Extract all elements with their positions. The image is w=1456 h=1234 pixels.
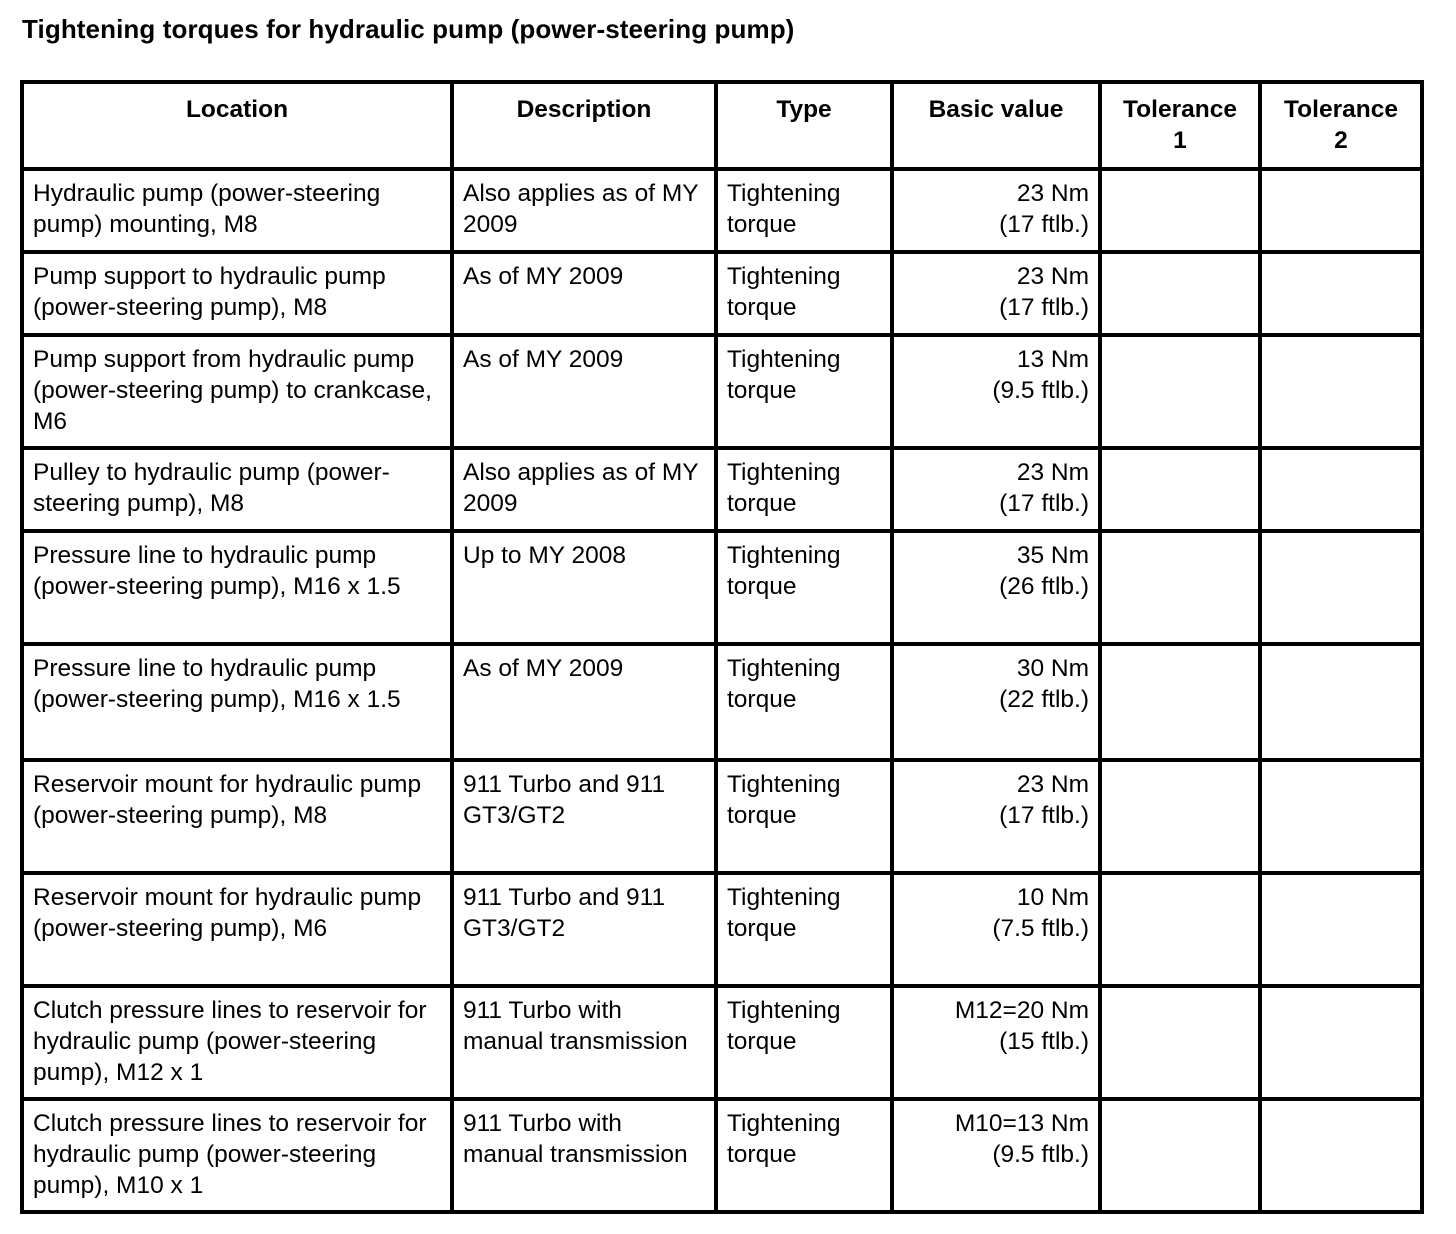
tolerance-2-cell [1260,644,1422,760]
tolerance-2-cell [1260,335,1422,448]
location-cell: Pulley to hydraulic pump (power-steering pump), M8 [22,448,452,531]
table-header-row [22,82,1422,169]
value-ftlb: (17 ftlb.) [999,211,1089,238]
table-row [22,760,1422,873]
basic-value-cell [892,335,1100,448]
basic-value-cell [892,1099,1100,1212]
tolerance-1-cell [1100,644,1260,760]
basic-value-cell [892,169,1100,252]
value-nm: 10 Nm [1016,884,1089,911]
type-cell: Tightening torque [716,169,892,252]
value-nm: M10=13 Nm [954,1110,1089,1137]
tolerance-1-cell [1100,252,1260,335]
description-cell: 911 Turbo and 911 GT3/GT2 [452,873,716,986]
location-cell: Pressure line to hydraulic pump (power-steering pump), M16 x 1.5 [22,531,452,644]
value-ftlb: (9.5 ftlb.) [992,1141,1089,1168]
value-nm: 35 Nm [1016,542,1089,569]
value-nm: M12=20 Nm [954,997,1089,1024]
basic-value-cell [892,986,1100,1099]
header-tolerance-2-line1: Tolerance [1284,96,1398,123]
tolerance-1-cell [1100,1099,1260,1212]
tolerance-1-cell [1100,986,1260,1099]
location-cell: Reservoir mount for hydraulic pump (power-steering pump), M6 [22,873,452,986]
tolerance-2-cell [1260,252,1422,335]
type-cell: Tightening torque [716,1099,892,1212]
table-row [22,531,1422,644]
value-nm: 30 Nm [1016,655,1089,682]
value-nm: 23 Nm [1016,180,1089,207]
type-cell: Tightening torque [716,335,892,448]
header-tolerance-1-line2: 1 [1173,127,1187,154]
type-cell: Tightening torque [716,252,892,335]
tolerance-1-cell [1100,169,1260,252]
tolerance-1-cell [1100,760,1260,873]
description-cell: 911 Turbo and 911 GT3/GT2 [452,760,716,873]
basic-value-cell [892,873,1100,986]
header-type: Type [716,82,892,169]
basic-value-cell [892,252,1100,335]
location-cell: Reservoir mount for hydraulic pump (power-steering pump), M8 [22,760,452,873]
value-ftlb: (9.5 ftlb.) [992,377,1089,404]
basic-value-cell [892,531,1100,644]
description-cell: Also applies as of MY 2009 [452,448,716,531]
tolerance-2-cell [1260,448,1422,531]
value-ftlb: (15 ftlb.) [999,1028,1089,1055]
table-row [22,644,1422,760]
location-cell: Pump support from hydraulic pump (power-steering pump) to crankcase, M6 [22,335,452,448]
basic-value-cell [892,760,1100,873]
table-row [22,252,1422,335]
value-ftlb: (7.5 ftlb.) [992,915,1089,942]
table-row [22,335,1422,448]
header-tolerance-1 [1100,82,1260,169]
value-ftlb: (17 ftlb.) [999,802,1089,829]
tolerance-1-cell [1100,531,1260,644]
value-ftlb: (22 ftlb.) [999,686,1089,713]
tolerance-2-cell [1260,169,1422,252]
header-tolerance-1-line1: Tolerance [1123,96,1237,123]
basic-value-cell [892,644,1100,760]
type-cell: Tightening torque [716,644,892,760]
description-cell: As of MY 2009 [452,644,716,760]
basic-value-cell [892,448,1100,531]
value-nm: 13 Nm [1016,346,1089,373]
header-location: Location [22,82,452,169]
description-cell: Also applies as of MY 2009 [452,169,716,252]
value-nm: 23 Nm [1016,263,1089,290]
header-description: Description [452,82,716,169]
table-row [22,986,1422,1099]
header-tolerance-2-line2: 2 [1334,127,1348,154]
torque-table [20,80,1424,1214]
type-cell: Tightening torque [716,873,892,986]
value-ftlb: (26 ftlb.) [999,573,1089,600]
tolerance-2-cell [1260,986,1422,1099]
location-cell: Pump support to hydraulic pump (power-steering pump), M8 [22,252,452,335]
table-row [22,448,1422,531]
table-row [22,169,1422,252]
description-cell: 911 Turbo with manual transmission [452,1099,716,1212]
table-body [22,169,1422,1212]
location-cell: Hydraulic pump (power-steering pump) mounting, M8 [22,169,452,252]
tolerance-1-cell [1100,873,1260,986]
table-row [22,1099,1422,1212]
tolerance-2-cell [1260,873,1422,986]
location-cell: Clutch pressure lines to reservoir for hydraulic pump (power-steering pump), M12 x 1 [22,986,452,1099]
value-nm: 23 Nm [1016,459,1089,486]
value-ftlb: (17 ftlb.) [999,490,1089,517]
value-nm: 23 Nm [1016,771,1089,798]
header-basic-value: Basic value [892,82,1100,169]
value-ftlb: (17 ftlb.) [999,294,1089,321]
header-tolerance-2 [1260,82,1422,169]
location-cell: Pressure line to hydraulic pump (power-steering pump), M16 x 1.5 [22,644,452,760]
description-cell: Up to MY 2008 [452,531,716,644]
table-row [22,873,1422,986]
description-cell: As of MY 2009 [452,252,716,335]
tolerance-1-cell [1100,335,1260,448]
page-title: Tightening torques for hydraulic pump (power-steering pump) [22,14,795,44]
tolerance-1-cell [1100,448,1260,531]
tolerance-2-cell [1260,1099,1422,1212]
location-cell: Clutch pressure lines to reservoir for hydraulic pump (power-steering pump), M10 x 1 [22,1099,452,1212]
description-cell: 911 Turbo with manual transmission [452,986,716,1099]
type-cell: Tightening torque [716,760,892,873]
description-cell: As of MY 2009 [452,335,716,448]
tolerance-2-cell [1260,531,1422,644]
type-cell: Tightening torque [716,986,892,1099]
type-cell: Tightening torque [716,448,892,531]
tolerance-2-cell [1260,760,1422,873]
type-cell: Tightening torque [716,531,892,644]
